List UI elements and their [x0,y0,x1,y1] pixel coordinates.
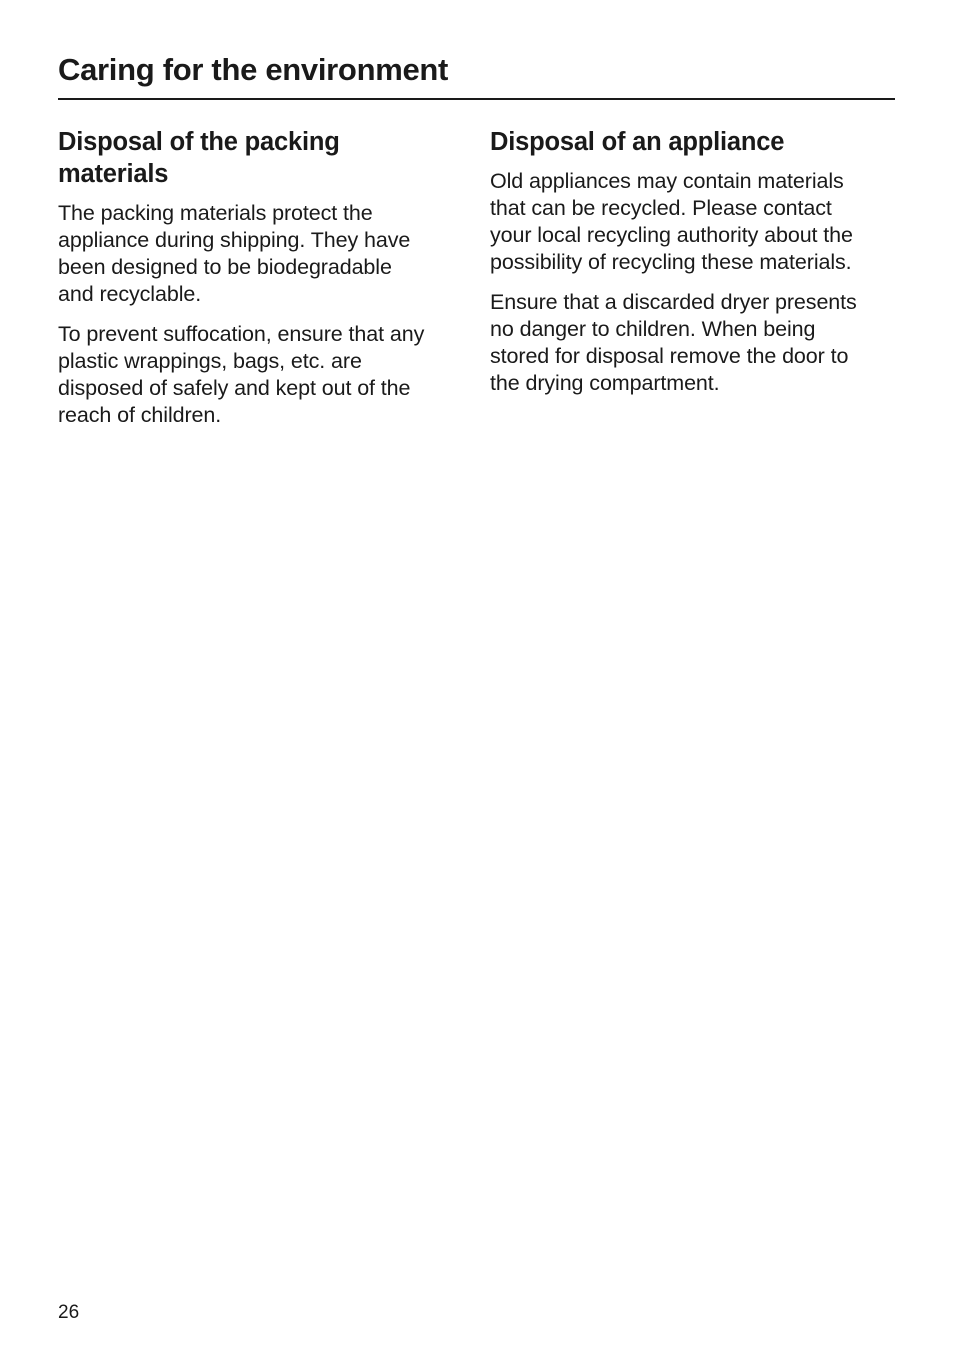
text-line: Old appliances may contain materials [490,169,844,193]
text-line: plastic wrappings, bags, etc. are [58,349,362,373]
text-line: stored for disposal remove the door to [490,344,849,368]
text-line: appliance during shipping. They have [58,228,411,252]
text-line: To prevent suffocation, ensure that any [58,322,425,346]
appliance-disposal-section [490,126,895,410]
text-line: your local recycling authority about the [490,223,853,247]
page-title: Caring for the environment [58,52,449,87]
text-line: the drying compartment. [490,371,720,395]
packing-paragraph-2 [58,321,468,429]
packing-materials-heading [58,126,468,190]
title-divider [58,98,895,100]
page-number: 26 [58,1302,80,1323]
text-line: reach of children. [58,403,222,427]
appliance-paragraph-1 [490,168,895,276]
text-line: disposed of safely and kept out of the [58,376,411,400]
text-line: possibility of recycling these materials. [490,250,852,274]
text-line: been designed to be biodegradable [58,255,392,279]
packing-paragraph-1 [58,200,468,308]
heading-line: Disposal of the packing [58,128,340,156]
appliance-disposal-heading: Disposal of an appliance [490,128,785,156]
appliance-paragraph-2 [490,289,895,397]
text-line: and recyclable. [58,282,202,306]
text-line: The packing materials protect the [58,201,373,225]
text-line: that can be recycled. Please contact [490,196,832,220]
heading-line: materials [58,160,169,188]
text-line: Ensure that a discarded dryer presents [490,290,857,314]
packing-materials-section [58,126,468,442]
text-line: no danger to children. When being [490,317,816,341]
